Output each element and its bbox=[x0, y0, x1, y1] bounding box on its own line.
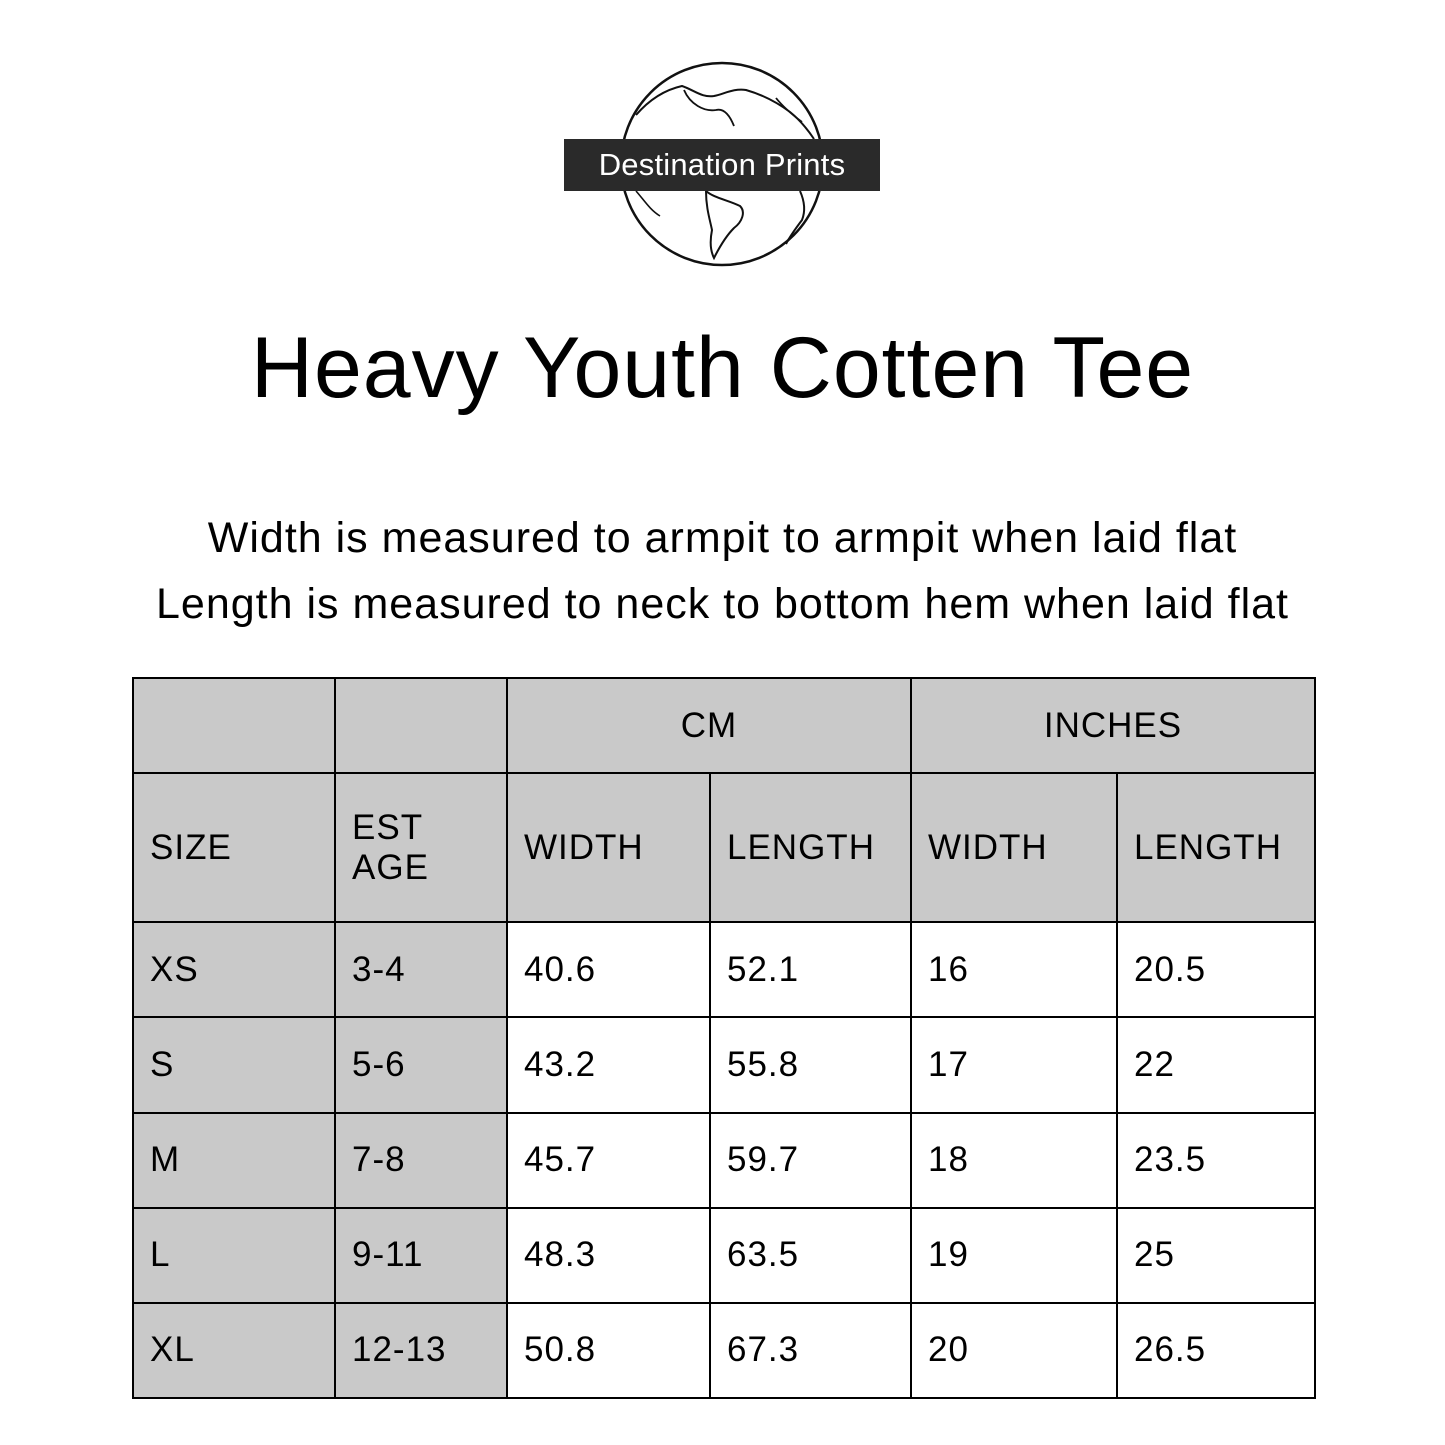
inches-group-header: INCHES bbox=[911, 678, 1315, 773]
group-header-row bbox=[133, 678, 1315, 773]
age-cell: 7-8 bbox=[335, 1113, 507, 1208]
size-column-header: SIZE bbox=[133, 773, 335, 922]
table-row bbox=[133, 1113, 1315, 1208]
age-cell: 3-4 bbox=[335, 922, 507, 1017]
inch-length-cell: 26.5 bbox=[1117, 1303, 1315, 1398]
cm-length-cell: 55.8 bbox=[710, 1017, 911, 1112]
column-header-row bbox=[133, 773, 1315, 922]
inch-width-cell: 19 bbox=[911, 1208, 1117, 1303]
inch-width-cell: 20 bbox=[911, 1303, 1117, 1398]
inch-width-column-header: WIDTH bbox=[911, 773, 1117, 922]
length-note: Length is measured to neck to bottom hem when laid flat bbox=[155, 580, 1289, 628]
brand-logo bbox=[564, 60, 880, 270]
inch-length-cell: 25 bbox=[1117, 1208, 1315, 1303]
age-column-header: EST AGE bbox=[335, 773, 507, 922]
cm-length-cell: 63.5 bbox=[710, 1208, 911, 1303]
inch-width-cell: 16 bbox=[911, 922, 1117, 1017]
cm-width-cell: 45.7 bbox=[507, 1113, 710, 1208]
cm-length-cell: 67.3 bbox=[710, 1303, 911, 1398]
inch-length-cell: 23.5 bbox=[1117, 1113, 1315, 1208]
page-title: Heavy Youth Cotten Tee bbox=[250, 320, 1195, 416]
cm-width-column-header: WIDTH bbox=[507, 773, 710, 922]
inch-length-cell: 22 bbox=[1117, 1017, 1315, 1112]
inch-length-cell: 20.5 bbox=[1117, 922, 1315, 1017]
table-row bbox=[133, 1017, 1315, 1112]
empty-header-cell bbox=[133, 678, 335, 773]
table-row bbox=[133, 1303, 1315, 1398]
cm-length-cell: 59.7 bbox=[710, 1113, 911, 1208]
size-cell: S bbox=[133, 1017, 335, 1112]
cm-group-header: CM bbox=[507, 678, 911, 773]
size-cell: XS bbox=[133, 922, 335, 1017]
width-note: Width is measured to armpit to armpit when laid flat bbox=[207, 514, 1238, 562]
cm-length-cell: 52.1 bbox=[710, 922, 911, 1017]
size-chart-table bbox=[132, 677, 1316, 1399]
age-cell: 5-6 bbox=[335, 1017, 507, 1112]
inch-width-cell: 17 bbox=[911, 1017, 1117, 1112]
cm-length-column-header: LENGTH bbox=[710, 773, 911, 922]
table-row bbox=[133, 1208, 1315, 1303]
age-cell: 9-11 bbox=[335, 1208, 507, 1303]
brand-name: Destination Prints bbox=[564, 139, 880, 191]
inch-length-column-header: LENGTH bbox=[1117, 773, 1315, 922]
age-cell: 12-13 bbox=[335, 1303, 507, 1398]
inch-width-cell: 18 bbox=[911, 1113, 1117, 1208]
empty-header-cell bbox=[335, 678, 507, 773]
size-cell: M bbox=[133, 1113, 335, 1208]
table-row bbox=[133, 922, 1315, 1017]
size-cell: L bbox=[133, 1208, 335, 1303]
cm-width-cell: 40.6 bbox=[507, 922, 710, 1017]
cm-width-cell: 50.8 bbox=[507, 1303, 710, 1398]
size-cell: XL bbox=[133, 1303, 335, 1398]
cm-width-cell: 48.3 bbox=[507, 1208, 710, 1303]
cm-width-cell: 43.2 bbox=[507, 1017, 710, 1112]
